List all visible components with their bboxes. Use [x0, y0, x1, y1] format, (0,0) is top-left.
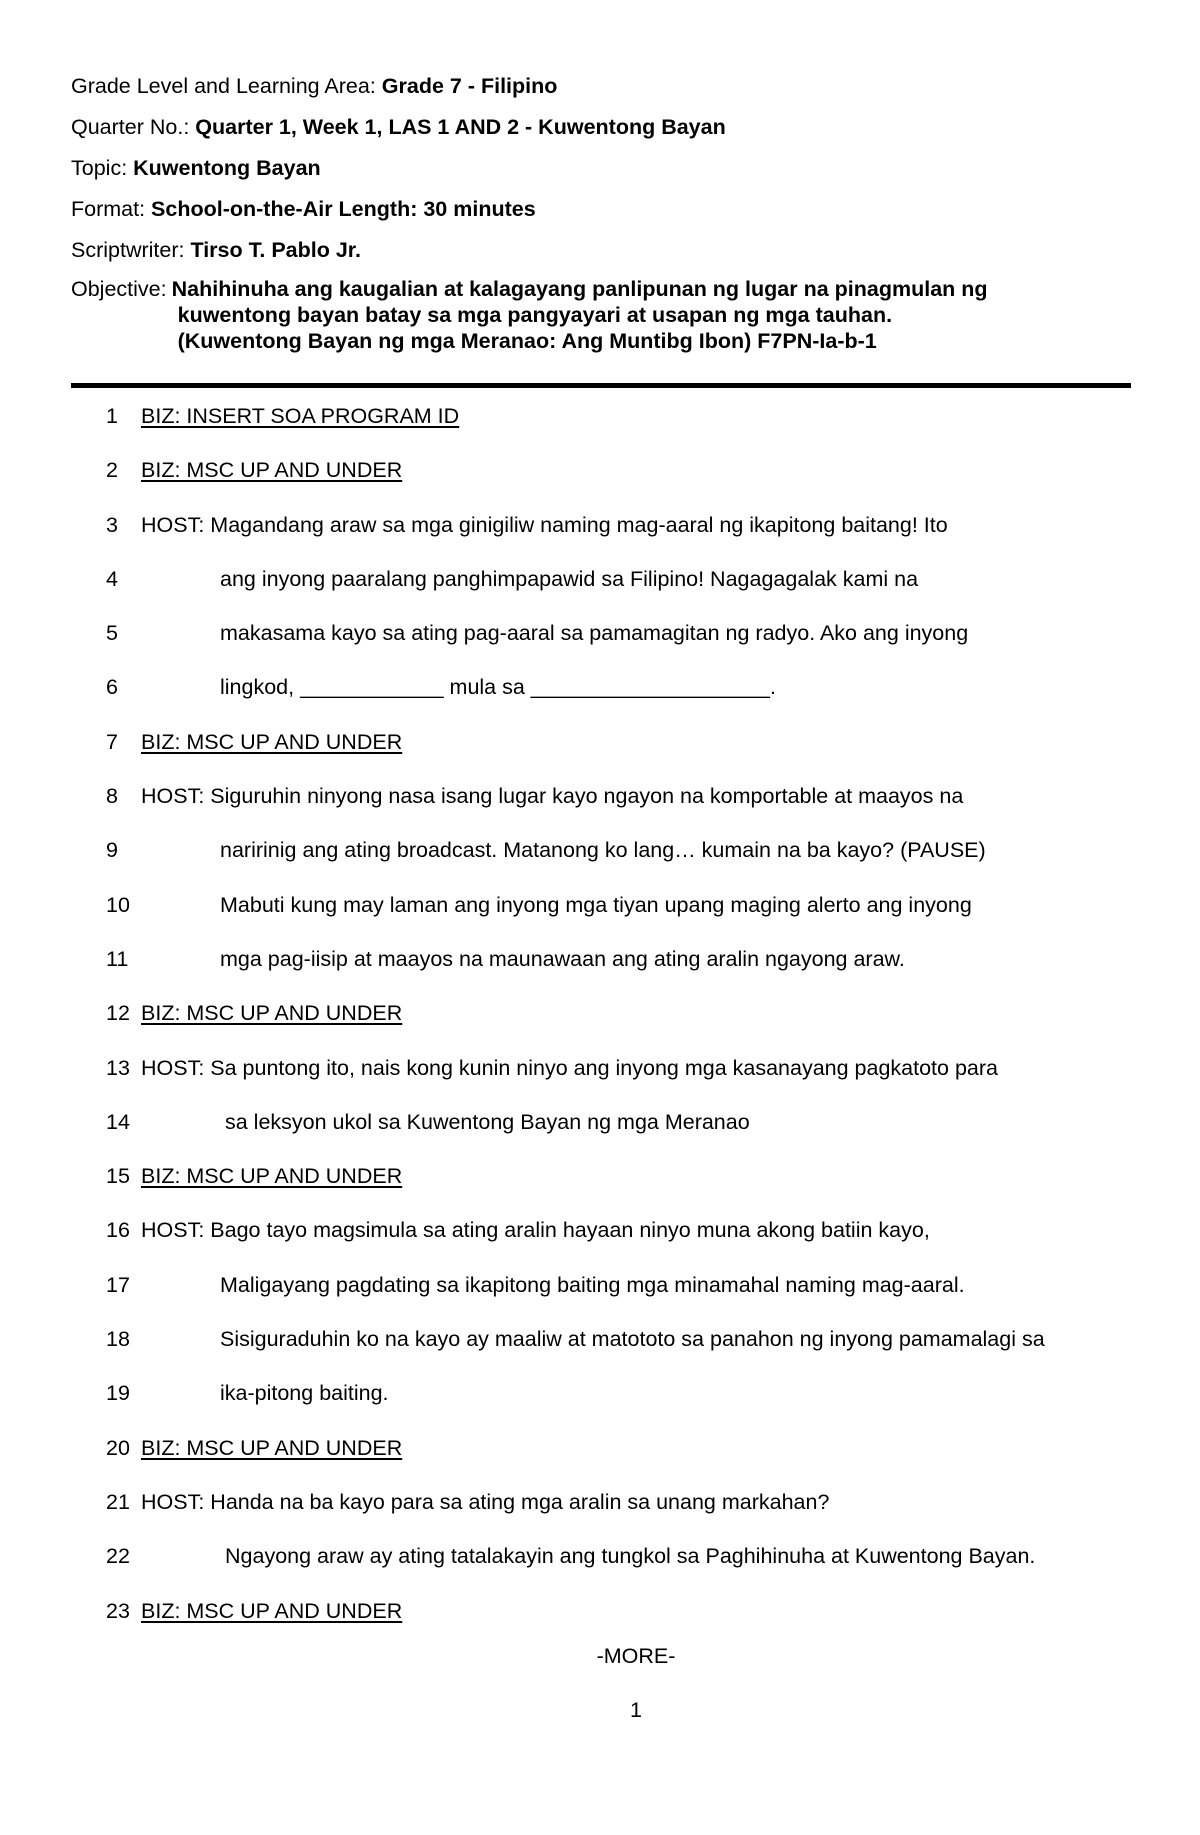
script-line [0, 507, 1200, 561]
line-number: 4 [106, 566, 118, 591]
script-lines [0, 398, 1200, 1647]
line-number: 17 [106, 1272, 130, 1297]
line-number: 12 [106, 1001, 130, 1026]
biz-cue: BIZ: MSC UP AND UNDER [141, 1598, 403, 1623]
script-line [0, 1212, 1200, 1266]
line-number: 19 [106, 1381, 130, 1406]
host-line: HOST: Sa puntong ito, nais kong kunin ninyo ang inyong mga kasanayang pagkatoto para [141, 1055, 998, 1080]
script-line [0, 669, 1200, 723]
host-continuation: mga pag-iisip at maayos na maunawaan ang ating aralin ngayong araw. [220, 946, 905, 971]
line-number: 22 [106, 1544, 130, 1569]
host-continuation: lingkod, ____________ mula sa ____________________. [220, 675, 776, 700]
biz-cue: BIZ: MSC UP AND UNDER [141, 458, 403, 483]
line-number: 18 [106, 1327, 130, 1352]
line-number: 9 [106, 838, 118, 863]
objective-label: Objective: [71, 277, 167, 301]
script-line [0, 1267, 1200, 1321]
host-continuation: sa leksyon ukol sa Kuwentong Bayan ng mga Meranao [225, 1109, 750, 1134]
host-line: HOST: Magandang araw sa mga ginigiliw naming mag-aaral ng ikapitong baitang! Ito [141, 512, 948, 537]
objective-line: Nahihinuha ang kaugalian at kalagayang panlipunan ng lugar na pinagmulan ng [171, 277, 988, 301]
line-number: 7 [106, 729, 118, 754]
topic-value: Kuwentong Bayan [133, 156, 321, 180]
script-line [0, 887, 1200, 941]
host-continuation: Ngayong araw ay ating tatalakayin ang tungkol sa Paghihinuha at Kuwentong Bayan. [225, 1544, 1036, 1569]
line-number: 1 [106, 404, 118, 428]
topic-label: Topic: [71, 156, 134, 180]
line-number: 21 [106, 1489, 130, 1514]
script-line [0, 452, 1200, 506]
host-continuation: ika-pitong baiting. [220, 1381, 389, 1406]
script-header [71, 71, 1131, 354]
biz-cue: BIZ: MSC UP AND UNDER [141, 729, 403, 754]
objective-row [71, 276, 1131, 354]
grade-level-value: Grade 7 - Filipino [381, 74, 558, 98]
page-number: 1 [630, 1698, 642, 1722]
script-line [0, 1321, 1200, 1375]
host-continuation: makasama kayo sa ating pag-aaral sa pamamagitan ng radyo. Ako ang inyong [220, 621, 969, 646]
script-line [0, 832, 1200, 886]
line-number: 10 [106, 892, 130, 917]
script-line [0, 941, 1200, 995]
topic-row [71, 153, 1131, 194]
line-number: 16 [106, 1218, 130, 1243]
line-number: 20 [106, 1435, 130, 1460]
script-line [0, 1484, 1200, 1538]
line-number: 2 [106, 458, 118, 483]
line-number: 14 [106, 1109, 130, 1134]
script-line [0, 1593, 1200, 1647]
host-continuation: Maligayang pagdating sa ikapitong baiting mga minamahal naming mag-aaral. [220, 1272, 965, 1297]
format-value: School-on-the-Air Length: 30 minutes [151, 197, 536, 221]
host-line: HOST: Siguruhin ninyong nasa isang lugar kayo ngayon na komportable at maayos na [141, 784, 964, 809]
script-line [0, 561, 1200, 615]
biz-cue: BIZ: MSC UP AND UNDER [141, 1001, 403, 1026]
line-number: 8 [106, 784, 118, 809]
quarter-value: Quarter 1, Week 1, LAS 1 AND 2 - Kuwentong Bayan [195, 115, 726, 139]
header-divider [71, 383, 1131, 388]
scriptwriter-label: Scriptwriter: [71, 238, 191, 262]
host-continuation: ang inyong paaralang panghimpapawid sa Filipino! Nagagagalak kami na [220, 566, 919, 591]
format-row [71, 194, 1131, 235]
script-line [0, 724, 1200, 778]
biz-cue: BIZ: MSC UP AND UNDER [141, 1435, 403, 1460]
biz-cue: BIZ: MSC UP AND UNDER [141, 1164, 403, 1189]
line-number: 13 [106, 1055, 130, 1080]
host-line: HOST: Handa na ba kayo para sa ating mga aralin sa unang markahan? [141, 1489, 830, 1514]
script-line [0, 1375, 1200, 1429]
script-line [0, 398, 1200, 452]
biz-cue: BIZ: INSERT SOA PROGRAM ID [141, 404, 460, 428]
host-continuation: Sisiguraduhin ko na kayo ay maaliw at matototo sa panahon ng inyong pamamalagi sa [220, 1327, 1045, 1352]
host-continuation: naririnig ang ating broadcast. Matanong ko lang… kumain na ba kayo? (PAUSE) [220, 838, 986, 863]
script-line [0, 1538, 1200, 1592]
objective-line: kuwentong bayan batay sa mga pangyayari at usapan ng mga tauhan. [177, 303, 893, 327]
line-number: 23 [106, 1598, 130, 1623]
line-number: 5 [106, 621, 118, 646]
grade-level-label: Grade Level and Learning Area: [71, 74, 382, 98]
objective-text [172, 276, 988, 354]
script-line [0, 1158, 1200, 1212]
line-number: 11 [106, 946, 129, 971]
host-continuation: Mabuti kung may laman ang inyong mga tiyan upang maging alerto ang inyong [220, 892, 972, 917]
format-label: Format: [71, 197, 152, 221]
script-line [0, 1430, 1200, 1484]
line-number: 3 [106, 512, 118, 537]
grade-level-row [71, 71, 1131, 112]
host-line: HOST: Bago tayo magsimula sa ating aralin hayaan ninyo muna akong batiin kayo, [141, 1218, 930, 1243]
scriptwriter-row [71, 235, 1131, 276]
scriptwriter-value: Tirso T. Pablo Jr. [190, 238, 361, 262]
script-line [0, 1104, 1200, 1158]
script-line [0, 778, 1200, 832]
quarter-row [71, 112, 1131, 153]
script-line [0, 615, 1200, 669]
quarter-label: Quarter No.: [71, 115, 196, 139]
line-number: 15 [106, 1164, 130, 1189]
script-line [0, 995, 1200, 1049]
objective-line: (Kuwentong Bayan ng mga Meranao: Ang Muntibg Ibon) F7PN-Ia-b-1 [177, 329, 877, 353]
script-line [0, 1050, 1200, 1104]
more-marker: -MORE- [596, 1644, 676, 1668]
line-number: 6 [106, 675, 118, 700]
